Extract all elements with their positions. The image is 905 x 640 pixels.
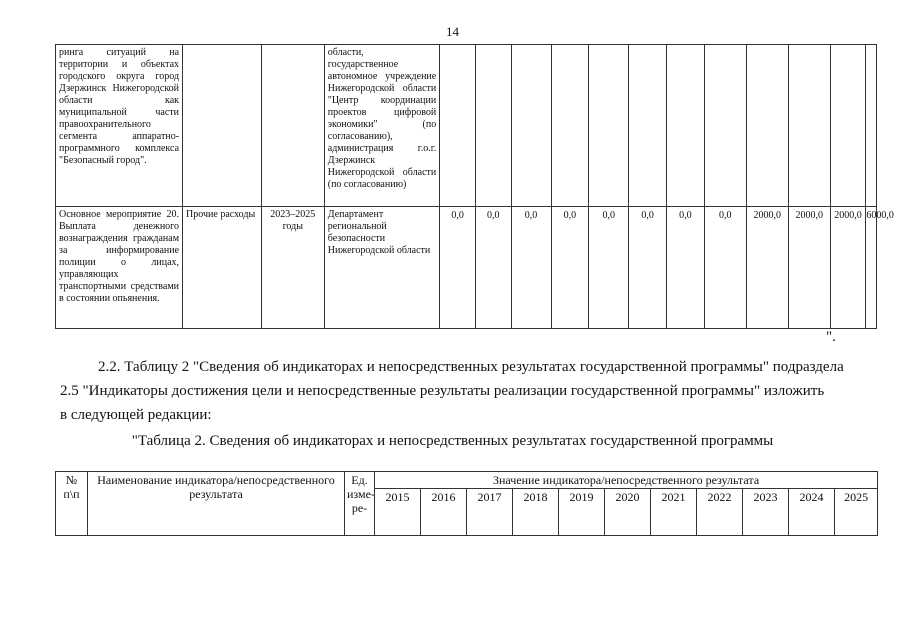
value-cell: 0,0	[511, 207, 551, 329]
year-header: 2017	[467, 489, 513, 536]
value-cell	[440, 45, 476, 207]
year-header: 2024	[789, 489, 835, 536]
value-cell	[666, 45, 704, 207]
value-cell: 0,0	[551, 207, 589, 329]
paragraph-line: в следующей редакции:	[60, 407, 212, 423]
value-cell	[704, 45, 746, 207]
value-cell: 0,0	[629, 207, 667, 329]
table-row	[56, 45, 877, 207]
value-cell: 0,0	[666, 207, 704, 329]
closing-quote: ".	[826, 329, 836, 345]
years-cell: 2023–2025 годы	[261, 207, 324, 329]
col-num-header: № п\п	[56, 472, 88, 536]
table-header-row	[56, 472, 878, 489]
value-cell: 0,0	[475, 207, 511, 329]
value-cell	[589, 45, 629, 207]
value-cell	[746, 45, 788, 207]
year-header: 2021	[651, 489, 697, 536]
year-header: 2022	[697, 489, 743, 536]
year-header: 2025	[835, 489, 878, 536]
value-cell: 2000,0	[830, 207, 866, 329]
year-header: 2018	[513, 489, 559, 536]
value-cell: 6000,0	[866, 207, 877, 329]
value-cell: 0,0	[440, 207, 476, 329]
budget-table	[55, 44, 894, 329]
year-header: 2016	[421, 489, 467, 536]
value-cell	[866, 45, 877, 207]
executor-cell: Департамент региональной безопасности Нижегородской области	[324, 207, 439, 329]
col-name-header: Наименование индикатора/непосредственного результата	[88, 472, 345, 536]
event-cell: ринга ситуаций на территории и объектах городского округа город Дзержинск Нижегородской области как муниципальной части правоохранительного сегмента аппаратно-программного комплекса "Безопасный город".	[56, 45, 183, 207]
category-cell	[183, 45, 262, 207]
value-cell: 0,0	[589, 207, 629, 329]
table-row	[56, 207, 877, 329]
col-unit-header: Ед. изме-ре-	[345, 472, 375, 536]
page-number: 14	[446, 24, 459, 39]
year-header: 2020	[605, 489, 651, 536]
category-cell: Прочие расходы	[183, 207, 262, 329]
indicators-table	[55, 471, 878, 536]
year-header: 2019	[559, 489, 605, 536]
executor-cell: области, государственное автономное учреждение Нижегородской области "Центр координации проектов цифровой экономики" (по согласованию), администрация г.о.г. Дзержинск Нижегородской области (по согласованию)	[324, 45, 439, 207]
paragraph-line: 2.5 "Индикаторы достижения цели и непосредственные результаты реализации государственной программы" изложить	[60, 383, 825, 399]
value-cell	[788, 45, 830, 207]
event-cell: Основное мероприятие 20. Выплата денежного вознаграждения гражданам за информирование полиции о лицах, управляющих транспортными средствами в состоянии опьянения.	[56, 207, 183, 329]
value-cell: 0,0	[704, 207, 746, 329]
year-header: 2023	[743, 489, 789, 536]
value-cell: 2000,0	[746, 207, 788, 329]
value-cell	[511, 45, 551, 207]
col-value-header: Значение индикатора/непосредственного результата	[375, 472, 878, 489]
value-cell	[475, 45, 511, 207]
years-cell	[261, 45, 324, 207]
paragraph-line: 2.2. Таблицу 2 "Сведения об индикаторах и непосредственных результатах государственной программы" подраздела	[98, 359, 844, 375]
table-caption: "Таблица 2. Сведения об индикаторах и непосредственных результатах государственной программы	[131, 433, 774, 449]
value-cell	[551, 45, 589, 207]
year-header: 2015	[375, 489, 421, 536]
value-cell: 2000,0	[788, 207, 830, 329]
value-cell	[629, 45, 667, 207]
value-cell	[830, 45, 866, 207]
